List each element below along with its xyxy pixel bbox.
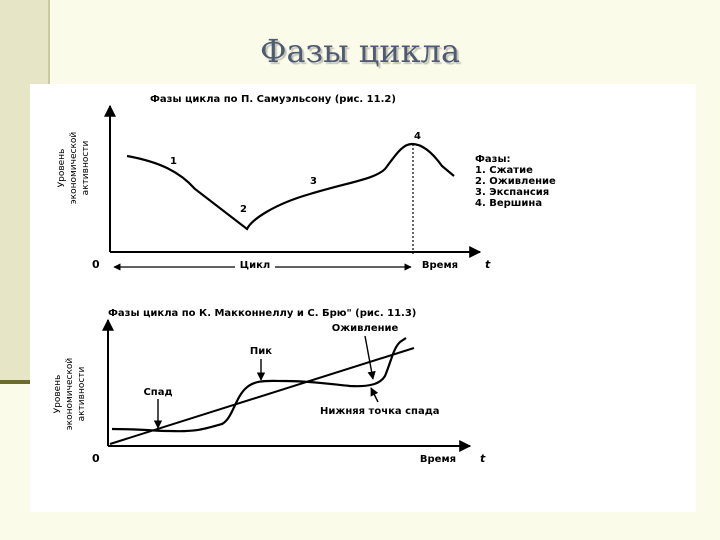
- chart2-revival-arrow: [365, 336, 373, 379]
- chart2-ylabel-line1: Уровень: [53, 374, 63, 414]
- chart2-title: Фазы цикла по К. Макконнеллу и С. Брю" (рис. 11.3): [108, 308, 417, 319]
- chart2-peak-label: Пик: [249, 346, 273, 357]
- chart1-point-2: 2: [240, 204, 247, 215]
- chart2-ylabel-line2: экономической: [65, 357, 75, 431]
- chart2-time-label: Время: [419, 454, 457, 465]
- chart2-trough-label: Нижняя точка спада: [320, 406, 440, 417]
- chart1-cycle-label: Цикл: [239, 260, 271, 271]
- chart1-ylabel-line3: активности: [81, 140, 91, 196]
- chart1-legend-title: Фазы:: [475, 154, 511, 165]
- chart1-ylabel-line2: экономической: [69, 131, 79, 205]
- chart1-t-label: t: [485, 258, 491, 271]
- chart1-time-label: Время: [421, 260, 459, 271]
- figure-panel: [30, 84, 696, 512]
- chart1-legend-item-4: 4. Вершина: [475, 198, 543, 209]
- chart1-point-3: 3: [310, 176, 317, 187]
- chart1-legend-item-3: 3. Экспансия: [475, 187, 550, 198]
- chart2-mcconnell: [53, 308, 486, 465]
- chart1-point-4: 4: [414, 131, 421, 142]
- slide-title: Фазы цикла: [259, 32, 461, 70]
- chart2-trough-arrow: [371, 388, 378, 402]
- chart1-title: Фазы цикла по П. Самуэльсону (рис. 11.2): [150, 94, 396, 105]
- chart1-point-1: 1: [170, 156, 177, 167]
- chart2-t-label: t: [480, 452, 486, 465]
- chart2-recession-label: Спад: [143, 387, 173, 398]
- chart1-legend-item-1: 1. Сжатие: [475, 165, 533, 176]
- chart1-ylabel-line1: Уровень: [57, 148, 67, 188]
- chart2-origin: 0: [92, 452, 100, 465]
- chart1-origin: 0: [92, 258, 100, 271]
- chart1-legend-item-2: 2. Оживление: [475, 176, 556, 187]
- chart2-ylabel-line3: активности: [77, 366, 87, 422]
- chart2-revival-label: Оживление: [331, 323, 399, 334]
- chart1-samuelson: [57, 94, 556, 272]
